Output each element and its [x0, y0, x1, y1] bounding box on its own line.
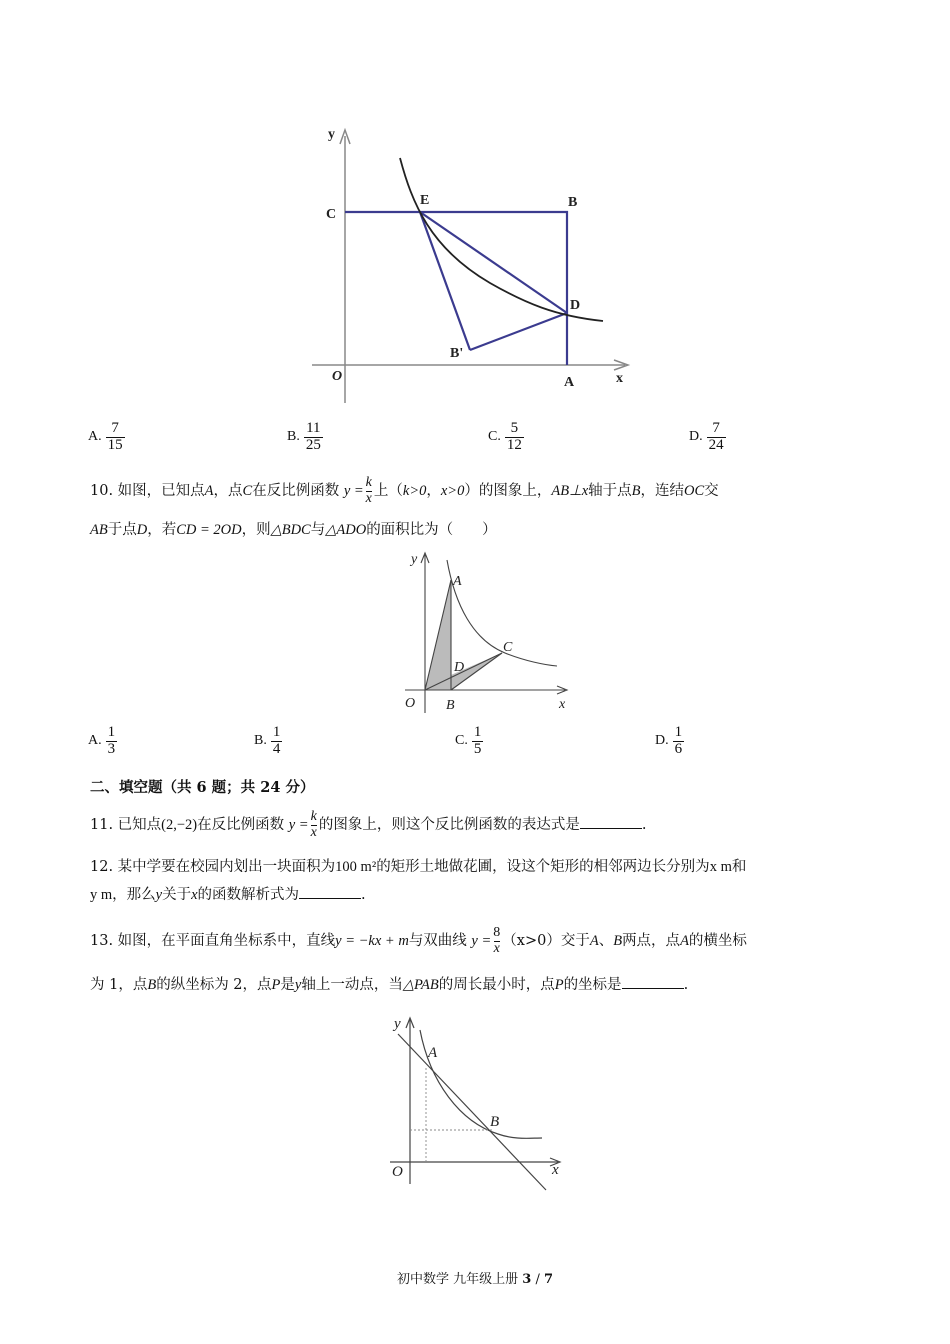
answer-blank[interactable]	[580, 814, 642, 829]
answer-blank[interactable]	[299, 884, 361, 899]
label-o: O	[405, 696, 416, 711]
option-label: B.	[254, 733, 267, 749]
label-e: E	[420, 193, 430, 208]
footer-page-total: 7	[543, 1272, 554, 1287]
section-heading-fill-in: 二、填空题（共 6 题；共 24 分）	[90, 779, 315, 796]
label-y: y	[328, 127, 335, 142]
option-label: A.	[88, 429, 102, 445]
label-b: B	[446, 698, 455, 713]
q9-option-a[interactable]	[88, 421, 125, 454]
label-d: D	[454, 660, 465, 675]
label-b: B	[490, 1114, 500, 1130]
option-label: C.	[455, 733, 468, 749]
label-o: O	[392, 1164, 403, 1180]
figure-q9	[300, 118, 640, 408]
label-b-prime: B'	[450, 346, 464, 361]
page-footer: 初中数学 九年级上册 3 / 7	[396, 1272, 554, 1287]
q9-option-b[interactable]	[287, 421, 323, 454]
fraction: $\frac{1}{4}$	[272, 724, 281, 757]
q10-option-b[interactable]	[254, 725, 282, 758]
segment-ed	[420, 212, 567, 313]
option-label: B.	[287, 429, 300, 445]
inline-fraction: $\frac{k}{x}$	[365, 475, 372, 506]
fraction: $\frac{1}{3}$	[107, 724, 116, 757]
q9-option-d[interactable]	[689, 421, 726, 454]
label-b: B	[568, 195, 578, 210]
q12-line2: y m，那么y关于x的函数解析式为 .	[90, 883, 366, 907]
q13-line1: 13. 如图，在平面直角坐标系中，直线y = −kx + m与双曲线 y = $\frac{8}{x}$ （x>0）交于A、B两点，点A的横坐标	[90, 925, 747, 956]
option-label: A.	[88, 733, 102, 749]
label-a: A	[564, 375, 575, 390]
q10-line2: AB于点D，若CD = 2OD，则△BDC与△ADO的面积比为（ ）	[90, 522, 497, 538]
footer-page-number: 3	[522, 1272, 532, 1287]
fraction: $\frac{11}{25}$	[305, 420, 321, 453]
label-x: x	[616, 371, 623, 386]
fraction: $\frac{5}{12}$	[506, 420, 522, 453]
fraction: $\frac{7}{15}$	[107, 420, 123, 453]
label-y: y	[394, 1016, 401, 1032]
figure-q13	[380, 1012, 570, 1197]
label-x: x	[552, 1162, 559, 1178]
q11-line: 11. 已知点(2,−2)在反比例函数 y = $\frac{k}{x}$ 的图象上，则这个反比例函数的表达式是 .	[90, 809, 647, 840]
q9-option-c[interactable]	[488, 421, 524, 454]
option-label: D.	[655, 733, 669, 749]
fraction: $\frac{1}{5}$	[473, 724, 482, 757]
inline-fraction: $\frac{k}{x}$	[310, 809, 317, 840]
hyperbola-curve	[447, 560, 557, 666]
segment-b-prime-d	[470, 313, 567, 350]
rectangle-cbab	[345, 212, 567, 365]
label-c: C	[326, 207, 337, 222]
option-label: D.	[689, 429, 703, 445]
option-label: C.	[488, 429, 501, 445]
answer-blank[interactable]	[622, 974, 684, 989]
footer-subject: 初中数学 九年级上册	[396, 1272, 519, 1287]
fraction: $\frac{7}{24}$	[708, 420, 724, 453]
segment-eb-prime	[420, 212, 470, 350]
q12-line1: 12. 某中学要在校园内划出一块面积为100 m²的矩形土地做花圃，设这个矩形的相邻两边长分别为x m和	[90, 859, 747, 875]
label-x: x	[559, 697, 566, 712]
label-y: y	[411, 552, 418, 567]
q13-line2: 为 1，点B的纵坐标为 2，点P是y轴上一动点，当△PAB的周长最小时，点P的坐标是 .	[90, 973, 688, 997]
label-d: D	[570, 298, 581, 313]
q10-option-d[interactable]	[655, 725, 684, 758]
inline-fraction: $\frac{8}{x}$	[493, 925, 501, 956]
label-o: O	[332, 369, 343, 384]
q10-line1: 10. 如图，已知点A，点C在反比例函数 y = $\frac{k}{x}$ 上（k>0，x>0）的图象上，AB⊥x轴于点B，连结OC交	[90, 475, 719, 506]
fraction: $\frac{1}{6}$	[674, 724, 683, 757]
q10-option-a[interactable]	[88, 725, 117, 758]
figure-q10	[385, 545, 585, 720]
line-y-neg-kx-plus-m	[398, 1034, 546, 1190]
label-a: A	[453, 574, 462, 589]
label-c: C	[503, 640, 513, 655]
label-a: A	[428, 1045, 438, 1061]
q10-option-c[interactable]	[455, 725, 483, 758]
